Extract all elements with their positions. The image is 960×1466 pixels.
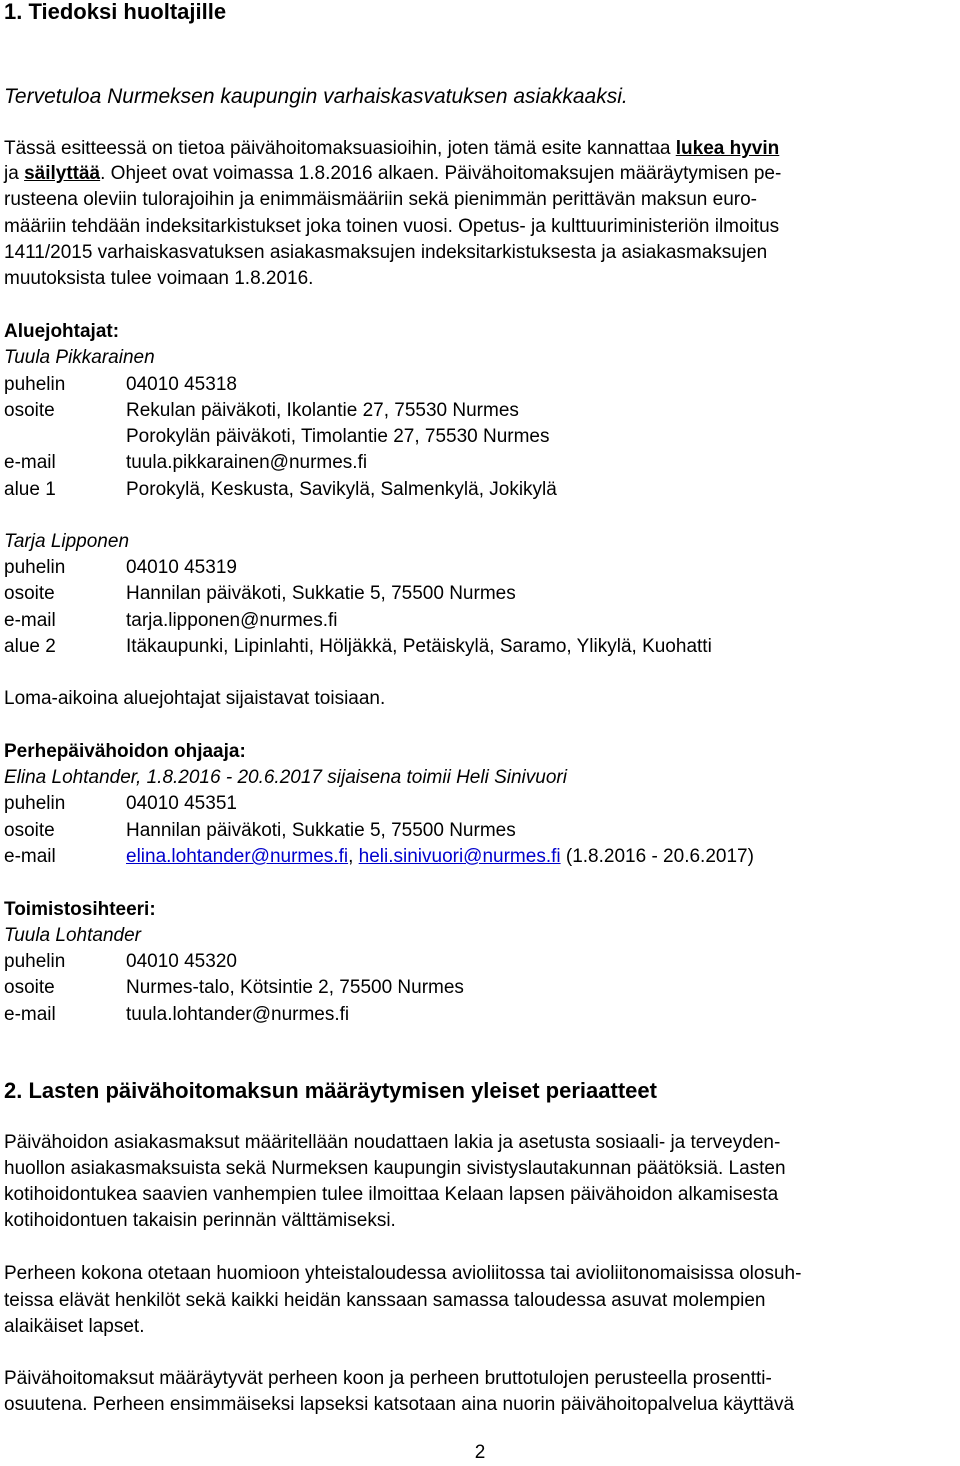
section2-para1-line3: kotihoidontukea saavien vanhempien tulee ilmoittaa Kelaan lapsen päivähoidon alkamisesta [4,1184,779,1205]
intro-line-2: ja säilyttää. Ohjeet ovat voimassa 1.8.2016 alkaen. Päivähoitomaksujen määräytymisen pe- [4,163,782,184]
perhepaivahoito-address: Hannilan päiväkoti, Sukkatie 5, 75500 Nurmes [126,820,516,841]
toimisto-heading: Toimistosihteeri: [4,899,156,920]
perhepaivahoito-email-row: e-mail elina.lohtander@nurmes.fi, heli.sinivuori@nurmes.fi (1.8.2016 - 20.6.2017) [4,846,754,867]
section2-para1-line4: kotihoidontuen takaisin perinnän välttämiseksi. [4,1210,396,1231]
perhepaivahoito-heading: Perhepäivähoidon ohjaaja: [4,741,246,762]
section2-para2-line3: alaikäiset lapset. [4,1316,145,1337]
person2-email-row: e-mail tarja.lipponen@nurmes.fi [4,610,338,631]
email-link-elina[interactable]: elina.lohtander@nurmes.fi [126,846,349,867]
intro-line-1: Tässä esitteessä on tietoa päivähoitomaksuasioihin, joten tämä esite kannattaa lukea hyvin [4,138,780,159]
email-link-heli[interactable]: heli.sinivuori@nurmes.fi [358,846,561,867]
toimisto-email-row: e-mail tuula.lohtander@nurmes.fi [4,1004,350,1025]
section2-para2-line2: teissa elävät henkilöt sekä kaikki heidän kanssaan samassa taloudessa asuvat molempien [4,1290,766,1311]
person2-phone-row: puhelin 04010 45319 [4,557,237,578]
person1-area-row: alue 1 Porokylä, Keskusta, Savikylä, Salmenkylä, Jokikylä [4,479,557,500]
person2-address: Hannilan päiväkoti, Sukkatie 5, 75500 Nurmes [126,583,516,604]
person1-address-row: osoite Rekulan päiväkoti, Ikolantie 27, 75530 Nurmes [4,400,519,421]
section2-para2-line1: Perheen kokona otetaan huomioon yhteistaloudessa avioliitossa tai avioliitonomaisissa olosuh- [4,1263,802,1284]
toimisto-phone: 04010 45320 [126,951,237,972]
perhepaivahoito-address-row: osoite Hannilan päiväkoti, Sukkatie 5, 75500 Nurmes [4,820,516,841]
section2-para3-line2: osuutena. Perheen ensimmäiseksi lapseksi katsotaan aina nuorin päivähoitopalvelua käyttävä [4,1394,795,1415]
perhepaivahoito-name: Elina Lohtander, 1.8.2016 - 20.6.2017 sijaisena toimii Heli Sinivuori [4,767,567,788]
section2-para3-line1: Päivähoitomaksut määräytyvät perheen koon ja perheen bruttotulojen perusteella prosentti- [4,1368,772,1389]
section-2-heading: 2. Lasten päivähoitomaksun määräytymisen yleiset periaatteet [4,1078,657,1103]
person2-address-row: osoite Hannilan päiväkoti, Sukkatie 5, 75500 Nurmes [4,583,516,604]
person2-phone: 04010 45319 [126,557,237,578]
email-date-note: (1.8.2016 - 20.6.2017) [560,846,754,867]
person2-name: Tarja Lipponen [4,531,130,552]
section2-para1-line1: Päivähoidon asiakasmaksut määritellään noudattaen lakia ja asetusta sosiaali- ja terveyden- [4,1132,781,1153]
person1-email-row: e-mail tuula.pikkarainen@nurmes.fi [4,452,368,473]
perhepaivahoito-phone: 04010 45351 [126,793,237,814]
section-1-heading: 1. Tiedoksi huoltajille [4,0,227,24]
toimisto-phone-row: puhelin 04010 45320 [4,951,237,972]
intro-line-5: 1411/2015 varhaiskasvatuksen asiakasmaksujen indeksitarkistuksesta ja asiakasmaksujen [4,242,768,263]
section2-para1-line2: huollon asiakasmaksuista sekä Nurmeksen kaupungin sivistyslautakunnan päätöksiä. Lasten [4,1158,786,1179]
welcome-text: Tervetuloa Nurmeksen kaupungin varhaiskasvatuksen asiakkaaksi. [4,85,628,108]
person1-address-1: Rekulan päiväkoti, Ikolantie 27, 75530 Nurmes [126,400,519,421]
intro-emphasis-1: lukea hyvin [675,138,780,159]
vacation-note: Loma-aikoina aluejohtajat sijaistavat toisiaan. [4,688,386,709]
intro-emphasis-2: säilyttää [24,163,101,184]
toimisto-name: Tuula Lohtander [4,925,141,946]
person1-area: Porokylä, Keskusta, Savikylä, Salmenkylä, Jokikylä [126,479,557,500]
person1-address-2: Porokylän päiväkoti, Timolantie 27, 75530 Nurmes [126,426,550,447]
intro-line-3: rusteena oleviin tulorajoihin ja enimmäismääriin sekä pienimmän perittävän maksun euro- [4,189,757,210]
person1-name: Tuula Pikkarainen [4,347,155,368]
page-number: 2 [474,1442,486,1463]
aluejohtajat-heading: Aluejohtajat: [4,321,120,342]
intro-line-6: muutoksista tulee voimaan 1.8.2016. [4,268,314,289]
person1-email: tuula.pikkarainen@nurmes.fi [126,452,368,473]
intro-line-4: määriin tehdään indeksitarkistukset joka toinen vuosi. Opetus- ja kulttuuriministeriön ilmoitus [4,216,780,237]
toimisto-address-row: osoite Nurmes-talo, Kötsintie 2, 75500 Nurmes [4,977,464,998]
person2-email: tarja.lipponen@nurmes.fi [126,610,338,631]
person2-area: Itäkaupunki, Lipinlahti, Höljäkkä, Petäiskylä, Saramo, Ylikylä, Kuohatti [126,636,712,657]
person1-phone-row: puhelin 04010 45318 [4,374,237,395]
toimisto-address: Nurmes-talo, Kötsintie 2, 75500 Nurmes [126,977,464,998]
person2-area-row: alue 2 Itäkaupunki, Lipinlahti, Höljäkkä, Petäiskylä, Saramo, Ylikylä, Kuohatti [4,636,712,657]
toimisto-email: tuula.lohtander@nurmes.fi [126,1004,350,1025]
perhepaivahoito-phone-row: puhelin 04010 45351 [4,793,237,814]
person1-phone: 04010 45318 [126,374,237,395]
person1-address-row-2 [4,424,550,450]
